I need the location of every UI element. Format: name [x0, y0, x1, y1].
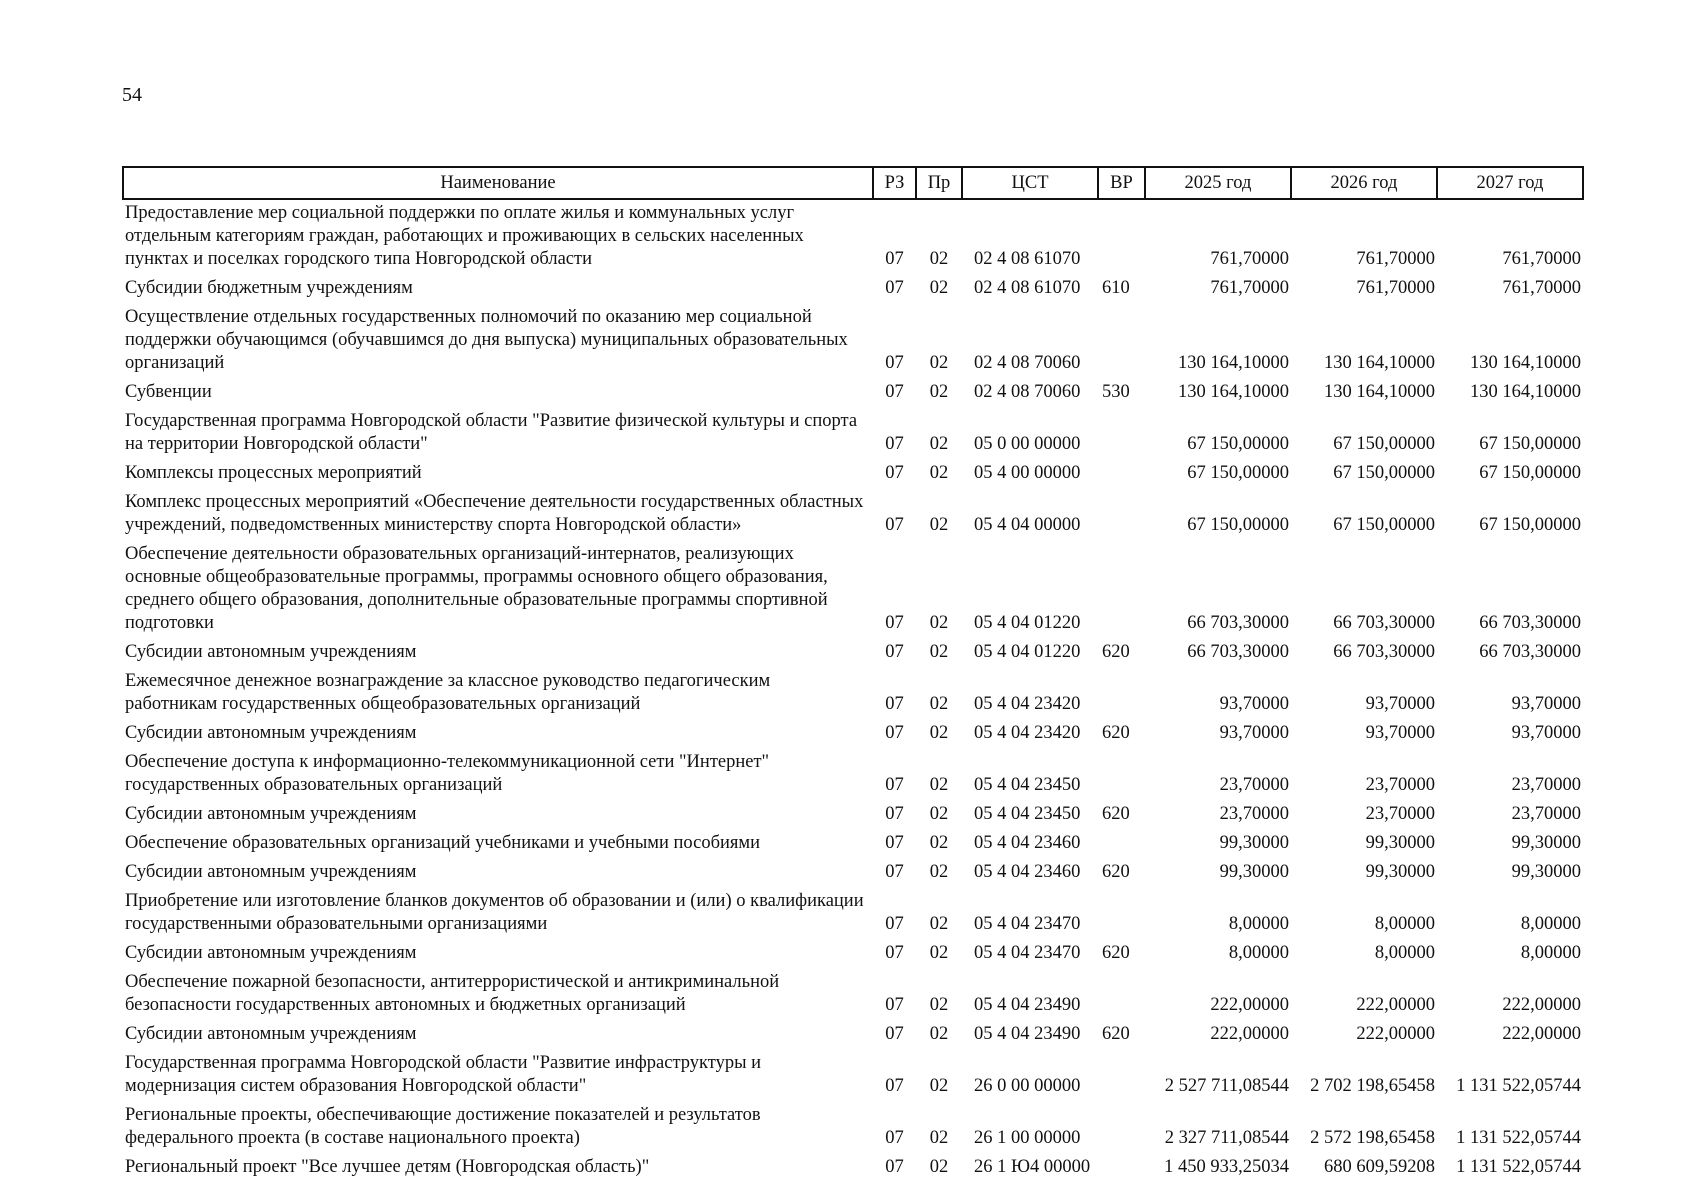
row-pr: 02: [929, 515, 949, 535]
row-name: Субсидии автономным учреждениям: [125, 943, 417, 963]
row-value-2026: 222,00000: [1356, 1024, 1435, 1044]
table-row: [123, 886, 1583, 938]
row-rz: 07: [885, 804, 904, 824]
table-body: [123, 199, 1583, 1181]
table-row: [123, 967, 1583, 1019]
row-value-2025: 66 703,30000: [1187, 613, 1289, 633]
table-row: [123, 666, 1583, 718]
row-value-2026: 680 609,59208: [1324, 1157, 1435, 1177]
row-rz: 07: [885, 1024, 904, 1044]
row-rz: 07: [885, 613, 904, 633]
row-cst: 05 4 04 23470: [974, 914, 1081, 934]
row-cst: 05 4 04 23420: [974, 694, 1081, 714]
row-cst: 05 0 00 00000: [974, 434, 1081, 454]
row-value-2025: 130 164,10000: [1178, 353, 1289, 373]
row-name: Обеспечение деятельности образовательных организаций-интернатов, реализующих основные общеобразовательные программы, программы основного общего образования, среднего общего образования, дополнительные образовательные программы спортивной подготовки: [125, 544, 828, 633]
row-pr: 02: [929, 1024, 949, 1044]
row-vr: [1098, 1100, 1145, 1152]
row-value-2026: 93,70000: [1365, 723, 1435, 743]
header-vr: ВР: [1098, 167, 1145, 199]
row-rz: 07: [885, 943, 904, 963]
header-2025: 2025 год: [1145, 167, 1291, 199]
row-value-2025: 23,70000: [1219, 775, 1289, 795]
row-value-2025: 130 164,10000: [1178, 382, 1289, 402]
row-pr: 02: [929, 1076, 949, 1096]
row-value-2027: 761,70000: [1502, 249, 1581, 269]
row-name: Субсидии автономным учреждениям: [125, 642, 417, 662]
row-vr: 620: [1102, 862, 1130, 882]
row-value-2026: 222,00000: [1356, 995, 1435, 1015]
row-value-2026: 67 150,00000: [1333, 463, 1435, 483]
row-pr: 02: [929, 463, 949, 483]
row-pr: 02: [929, 642, 949, 662]
table-row: [123, 1048, 1583, 1100]
row-cst: 05 4 04 23460: [974, 862, 1081, 882]
row-rz: 07: [885, 434, 904, 454]
row-pr: 02: [929, 914, 949, 934]
row-rz: 07: [885, 353, 904, 373]
row-value-2025: 99,30000: [1219, 833, 1289, 853]
row-value-2027: 1 131 522,05744: [1456, 1128, 1581, 1148]
row-pr: 02: [929, 833, 949, 853]
row-pr: 02: [929, 943, 949, 963]
row-vr: 530: [1102, 382, 1130, 402]
row-cst: 05 4 04 23490: [974, 995, 1081, 1015]
row-name: Субвенции: [125, 382, 212, 402]
row-value-2027: 66 703,30000: [1479, 613, 1581, 633]
table-row: [123, 487, 1583, 539]
row-value-2027: 8,00000: [1520, 914, 1581, 934]
row-vr: [1098, 747, 1145, 799]
row-value-2027: 23,70000: [1511, 804, 1581, 824]
row-cst: 02 4 08 61070: [974, 249, 1081, 269]
row-value-2026: 23,70000: [1365, 775, 1435, 795]
table-row: [123, 637, 1583, 666]
row-rz: 07: [885, 775, 904, 795]
row-name: Комплекс процессных мероприятий «Обеспечение деятельности государственных областных учреждений, подведомственных министерству спорта Новгородской области»: [125, 492, 864, 535]
header-2026: 2026 год: [1291, 167, 1437, 199]
row-value-2027: 130 164,10000: [1470, 353, 1581, 373]
row-pr: 02: [929, 434, 949, 454]
row-vr: [1098, 666, 1145, 718]
row-vr: [1098, 302, 1145, 377]
row-rz: 07: [885, 1157, 904, 1177]
row-vr: [1098, 487, 1145, 539]
row-cst: 05 4 04 23420: [974, 723, 1081, 743]
row-value-2025: 99,30000: [1219, 862, 1289, 882]
row-pr: 02: [929, 1128, 949, 1148]
row-value-2027: 66 703,30000: [1479, 642, 1581, 662]
table-row: [123, 718, 1583, 747]
row-value-2026: 67 150,00000: [1333, 515, 1435, 535]
row-cst: 05 4 04 01220: [974, 613, 1081, 633]
row-value-2027: 93,70000: [1511, 723, 1581, 743]
table-row: [123, 938, 1583, 967]
row-value-2027: 67 150,00000: [1479, 515, 1581, 535]
row-name: Государственная программа Новгородской области "Развитие физической культуры и спорта на территории Новгородской области": [125, 411, 858, 454]
row-value-2025: 93,70000: [1219, 723, 1289, 743]
row-value-2027: 1 131 522,05744: [1456, 1076, 1581, 1096]
row-value-2025: 2 327 711,08544: [1164, 1128, 1289, 1148]
row-rz: 07: [885, 278, 904, 298]
table-row: [123, 1152, 1583, 1181]
row-value-2025: 67 150,00000: [1187, 515, 1289, 535]
row-value-2025: 222,00000: [1210, 1024, 1289, 1044]
table-row: [123, 857, 1583, 886]
row-name: Региональный проект "Все лучшее детям (Новгородская область)": [125, 1157, 650, 1177]
row-name: Субсидии бюджетным учреждениям: [125, 278, 413, 298]
row-value-2026: 8,00000: [1374, 914, 1435, 934]
header-cst: ЦСТ: [962, 167, 1098, 199]
table-row: [123, 799, 1583, 828]
row-name: Ежемесячное денежное вознаграждение за классное руководство педагогическим работникам государственных общеобразовательных организаций: [125, 671, 771, 714]
row-cst: 26 0 00 00000: [974, 1076, 1081, 1096]
row-vr: 620: [1102, 804, 1130, 824]
row-vr: 620: [1102, 943, 1130, 963]
row-cst: 02 4 08 61070: [974, 278, 1081, 298]
row-pr: 02: [929, 694, 949, 714]
table-row: [123, 199, 1583, 273]
row-value-2025: 222,00000: [1210, 995, 1289, 1015]
row-value-2025: 67 150,00000: [1187, 434, 1289, 454]
table-row: [123, 458, 1583, 487]
row-rz: 07: [885, 694, 904, 714]
table-row: [123, 302, 1583, 377]
row-name: Обеспечение пожарной безопасности, антитеррористической и антикриминальной безопасности государственных автономных и бюджетных организаций: [125, 972, 780, 1015]
row-pr: 02: [929, 353, 949, 373]
row-name: Субсидии автономным учреждениям: [125, 862, 417, 882]
row-cst: 05 4 04 23450: [974, 804, 1081, 824]
row-pr: 02: [929, 382, 949, 402]
row-value-2026: 2 702 198,65458: [1310, 1076, 1435, 1096]
row-rz: 07: [885, 723, 904, 743]
row-value-2025: 761,70000: [1210, 249, 1289, 269]
row-name: Предоставление мер социальной поддержки по оплате жилья и коммунальных услуг отдельным категориям граждан, работающих и проживающих в сельских населенных пунктах и поселках городского типа Новгородской области: [125, 203, 804, 269]
row-vr: [1098, 199, 1145, 273]
row-pr: 02: [929, 249, 949, 269]
row-value-2025: 1 450 933,25034: [1164, 1157, 1289, 1177]
table-header-row: [123, 167, 1583, 199]
row-vr: [1098, 458, 1145, 487]
table-row: [123, 747, 1583, 799]
page-number: 54: [122, 84, 142, 106]
row-value-2027: 99,30000: [1511, 862, 1581, 882]
table-row: [123, 273, 1583, 302]
row-value-2027: 93,70000: [1511, 694, 1581, 714]
row-value-2027: 99,30000: [1511, 833, 1581, 853]
row-pr: 02: [929, 804, 949, 824]
row-rz: 07: [885, 382, 904, 402]
row-name: Субсидии автономным учреждениям: [125, 1024, 417, 1044]
row-cst: 05 4 04 23470: [974, 943, 1081, 963]
budget-table: [122, 166, 1584, 1181]
row-cst: 26 1 00 00000: [974, 1128, 1081, 1148]
row-rz: 07: [885, 1128, 904, 1148]
row-vr: [1098, 1048, 1145, 1100]
row-name: Региональные проекты, обеспечивающие достижение показателей и результатов федерального проекта (в составе национального проекта): [125, 1105, 761, 1148]
row-value-2025: 93,70000: [1219, 694, 1289, 714]
row-name: Субсидии автономным учреждениям: [125, 804, 417, 824]
row-pr: 02: [929, 723, 949, 743]
header-rz: РЗ: [873, 167, 916, 199]
row-pr: 02: [929, 862, 949, 882]
row-vr: 620: [1102, 642, 1130, 662]
row-name: Субсидии автономным учреждениям: [125, 723, 417, 743]
row-value-2026: 23,70000: [1365, 804, 1435, 824]
row-value-2026: 8,00000: [1374, 943, 1435, 963]
row-value-2025: 23,70000: [1219, 804, 1289, 824]
row-value-2026: 66 703,30000: [1333, 642, 1435, 662]
row-value-2026: 67 150,00000: [1333, 434, 1435, 454]
table-row: [123, 1019, 1583, 1048]
row-value-2025: 66 703,30000: [1187, 642, 1289, 662]
row-value-2027: 222,00000: [1502, 1024, 1581, 1044]
header-2027: 2027 год: [1437, 167, 1583, 199]
table-row: [123, 828, 1583, 857]
row-value-2026: 99,30000: [1365, 862, 1435, 882]
row-value-2027: 67 150,00000: [1479, 434, 1581, 454]
table-row: [123, 539, 1583, 637]
row-value-2027: 222,00000: [1502, 995, 1581, 1015]
row-value-2027: 67 150,00000: [1479, 463, 1581, 483]
row-cst: 05 4 04 23490: [974, 1024, 1081, 1044]
row-name: Государственная программа Новгородской области "Развитие инфраструктуры и модернизация систем образования Новгородской области": [125, 1053, 762, 1096]
row-vr: [1098, 828, 1145, 857]
row-pr: 02: [929, 278, 949, 298]
row-cst: 02 4 08 70060: [974, 382, 1081, 402]
row-cst: 05 4 04 23450: [974, 775, 1081, 795]
row-name: Комплексы процессных мероприятий: [125, 463, 422, 483]
row-cst: 05 4 04 00000: [974, 515, 1081, 535]
row-rz: 07: [885, 642, 904, 662]
row-vr: [1098, 1152, 1145, 1181]
row-value-2026: 130 164,10000: [1324, 382, 1435, 402]
row-value-2026: 761,70000: [1356, 278, 1435, 298]
row-cst: 02 4 08 70060: [974, 353, 1081, 373]
row-value-2027: 8,00000: [1520, 943, 1581, 963]
row-name: Обеспечение образовательных организаций учебниками и учебными пособиями: [125, 833, 761, 853]
table-row: [123, 377, 1583, 406]
row-cst: 05 4 00 00000: [974, 463, 1081, 483]
row-pr: 02: [929, 775, 949, 795]
row-rz: 07: [885, 1076, 904, 1096]
row-value-2025: 8,00000: [1228, 943, 1289, 963]
row-rz: 07: [885, 833, 904, 853]
row-vr: [1098, 406, 1145, 458]
row-vr: 620: [1102, 1024, 1130, 1044]
row-name: Обеспечение доступа к информационно-телекоммуникационной сети "Интернет" государственных образовательных организаций: [125, 752, 770, 795]
row-value-2027: 1 131 522,05744: [1456, 1157, 1581, 1177]
row-value-2027: 23,70000: [1511, 775, 1581, 795]
row-value-2025: 2 527 711,08544: [1164, 1076, 1289, 1096]
row-value-2026: 99,30000: [1365, 833, 1435, 853]
row-value-2026: 130 164,10000: [1324, 353, 1435, 373]
row-cst: 26 1 Ю4 00000: [974, 1157, 1091, 1177]
row-name: Осуществление отдельных государственных полномочий по оказанию мер социальной поддержки обучающимся (обучавшимся до дня выпуска) муниципальных образовательных организаций: [125, 307, 848, 373]
row-rz: 07: [885, 515, 904, 535]
row-vr: [1098, 967, 1145, 1019]
row-cst: 05 4 04 01220: [974, 642, 1081, 662]
row-value-2026: 93,70000: [1365, 694, 1435, 714]
row-name: Приобретение или изготовление бланков документов об образовании и (или) о квалификации государственными образовательными организациями: [125, 891, 864, 934]
row-vr: [1098, 886, 1145, 938]
row-value-2025: 761,70000: [1210, 278, 1289, 298]
row-value-2026: 761,70000: [1356, 249, 1435, 269]
row-value-2026: 2 572 198,65458: [1310, 1128, 1435, 1148]
row-rz: 07: [885, 463, 904, 483]
table-row: [123, 406, 1583, 458]
row-value-2027: 761,70000: [1502, 278, 1581, 298]
row-value-2027: 130 164,10000: [1470, 382, 1581, 402]
table-row: [123, 1100, 1583, 1152]
header-pr: Пр: [916, 167, 962, 199]
row-rz: 07: [885, 249, 904, 269]
row-cst: 05 4 04 23460: [974, 833, 1081, 853]
row-vr: 610: [1102, 278, 1130, 298]
row-value-2026: 66 703,30000: [1333, 613, 1435, 633]
row-pr: 02: [929, 613, 949, 633]
row-rz: 07: [885, 862, 904, 882]
row-vr: 620: [1102, 723, 1130, 743]
row-vr: [1098, 539, 1145, 637]
row-pr: 02: [929, 995, 949, 1015]
row-rz: 07: [885, 914, 904, 934]
row-pr: 02: [929, 1157, 949, 1177]
row-value-2025: 67 150,00000: [1187, 463, 1289, 483]
header-name: Наименование: [123, 167, 873, 199]
row-rz: 07: [885, 995, 904, 1015]
row-value-2025: 8,00000: [1228, 914, 1289, 934]
